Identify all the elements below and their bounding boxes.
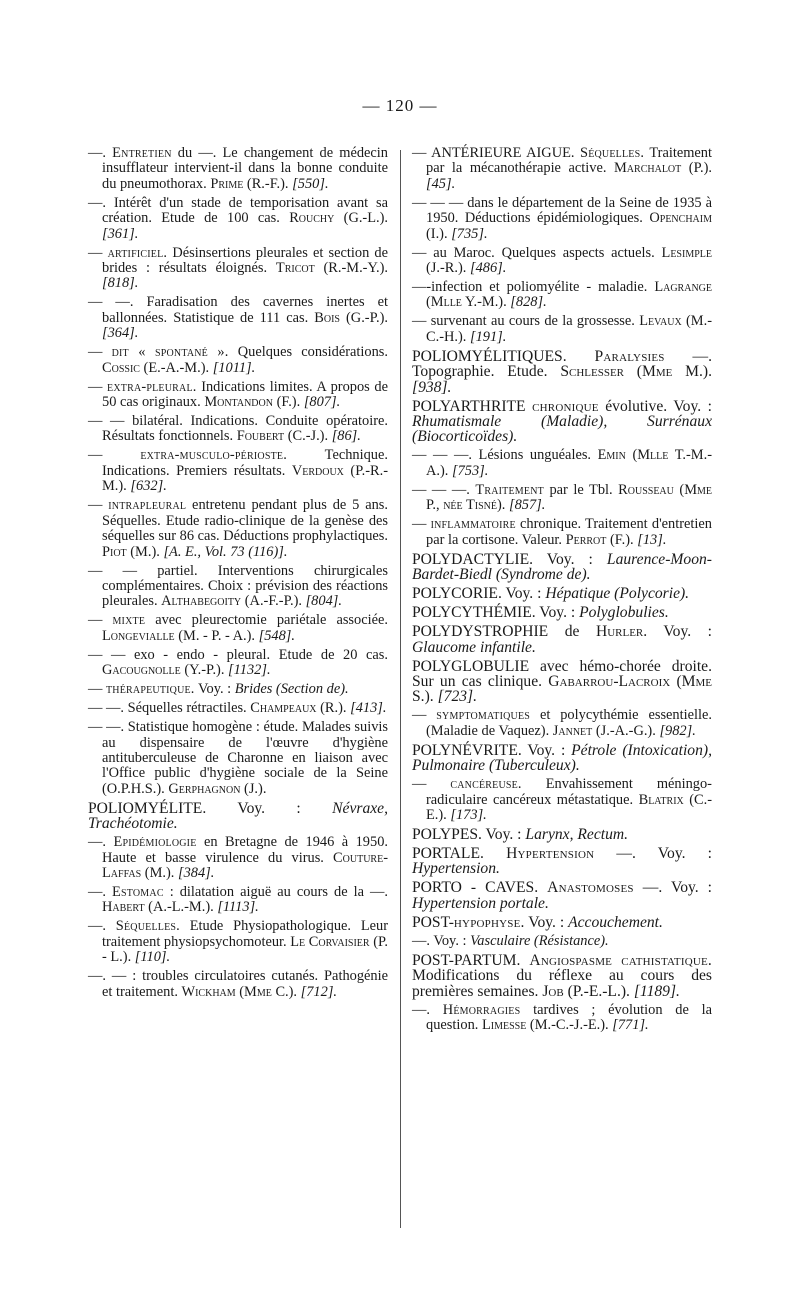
entry-see-also: Pétrole (Intoxication), Pulmonaire (Tuberculeux). <box>412 741 712 775</box>
entry-text: —. Voy. : <box>594 844 712 862</box>
index-heading-entry <box>412 846 712 877</box>
index-heading-entry <box>412 605 712 620</box>
entry-see-also: Accouchement. <box>568 913 663 931</box>
entry-reference: [857]. <box>509 497 546 514</box>
entry-text: Indications limites. A propos de 50 cas originaux. <box>102 378 388 411</box>
entry-text: POLYCORIE. Voy. : <box>412 585 546 603</box>
entry-text: par le Tbl. <box>543 481 619 498</box>
entry-keyword: Hypertension <box>506 844 595 862</box>
index-column-right <box>412 146 712 1037</box>
entry-author: Lesimple (J.-R.). <box>426 244 712 277</box>
index-heading-entry <box>412 552 712 583</box>
entry-text: — <box>88 612 113 629</box>
index-sub-entry <box>88 146 388 192</box>
entry-keyword: Angiospasme cathistatique. <box>529 951 712 969</box>
entry-see-also: Laurence-Moon-Bardet-Biedl (Syndrome de). <box>412 550 712 584</box>
entry-reference: [1011]. <box>212 359 256 376</box>
entry-text: —. — : troubles circulatoires cutanés. Pathogénie et traitement. <box>88 968 388 1000</box>
index-sub-entry <box>88 246 388 292</box>
entry-text: — — partiel. Interventions chirurgicales complémentaires. Choix : prévision des réactions pleurales. <box>88 562 388 610</box>
index-sub-entry <box>412 483 712 514</box>
entry-reference: [804]. <box>305 593 342 610</box>
entry-see-also: Brides (Section de). <box>234 681 349 698</box>
entry-reference: [1189]. <box>633 982 680 1000</box>
entry-keyword: Estomac <box>112 883 164 900</box>
index-column-left <box>88 146 388 1004</box>
entry-author: Le Corvaisier (P. - L.). <box>102 933 388 966</box>
entry-text: Etude Physiopathologique. Leur traitement physiopsychomoteur. <box>102 918 388 950</box>
entry-reference: [723]. <box>437 688 478 706</box>
index-sub-entry <box>88 919 388 965</box>
index-heading-entry <box>412 624 712 655</box>
entry-reference: [982]. <box>659 722 696 739</box>
entry-reference: [364]. <box>102 325 139 342</box>
index-heading-entry <box>412 953 712 999</box>
entry-author: Schlesser (Mme M.). <box>560 363 712 381</box>
entry-reference: [45]. <box>426 175 456 192</box>
entry-keyword: Epidémiologie <box>113 834 197 851</box>
entry-keyword: symptomatiques <box>436 707 531 724</box>
entry-keyword: dit « spontané ». <box>111 344 229 361</box>
entry-text: — —. Faradisation des cavernes inertes et ballonnées. Statistique de 111 cas. <box>88 294 388 326</box>
entry-see-also: Vasculaire (Résistance). <box>470 932 609 949</box>
entry-text: tardives ; évolution de la question. <box>426 1001 712 1033</box>
entry-reference: [1113]. <box>217 899 259 916</box>
entry-text: du —. Le changement de médecin insufflateur intervient-il dans la bonne conduite du pneumothorax. <box>102 145 388 192</box>
index-sub-entry <box>88 196 388 242</box>
entry-see-also: Hypertension portale. <box>412 894 549 912</box>
index-sub-entry <box>88 564 388 610</box>
page-number: — 120 — <box>362 96 438 115</box>
entry-reference: [1132]. <box>228 662 271 679</box>
index-sub-entry <box>88 969 388 1000</box>
entry-author: Bois (G.-P.). <box>314 309 388 326</box>
entry-text: évolutive. Voy. : <box>598 397 712 415</box>
entry-reference: [413]. <box>350 700 387 717</box>
entry-text: POST-PARTUM. <box>412 951 530 969</box>
index-sub-entry <box>412 1003 712 1034</box>
entry-author: Openchaim (I.). <box>426 210 712 242</box>
entry-reference: [173]. <box>450 806 487 823</box>
index-sub-entry <box>412 708 712 739</box>
entry-reference: [771]. <box>612 1016 649 1033</box>
entry-text: — — —. Lésions unguéales. <box>412 447 598 464</box>
entry-author: Cossic (E.-A.-M.). <box>102 359 210 376</box>
index-heading-entry <box>412 349 712 395</box>
entry-author: Lagrange (Mlle Y.-M.). <box>426 279 712 311</box>
entry-reference: [828]. <box>510 294 547 311</box>
entry-reference: [735]. <box>451 225 488 242</box>
index-sub-entry <box>88 613 388 644</box>
index-sub-entry <box>412 314 712 345</box>
entry-text: PORTO - CAVES. <box>412 879 548 897</box>
entry-keyword: Paralysies <box>594 347 665 365</box>
entry-author: Gacougnolle (Y.-P.). <box>102 662 225 679</box>
entry-author: Montandon (F.). <box>204 394 301 411</box>
index-sub-entry <box>412 777 712 823</box>
entry-author: Hurler. <box>595 623 648 641</box>
entry-text: : dilatation aiguë au cours de la —. <box>163 883 388 900</box>
entry-text: —. Intérêt d'un stade de temporisation avant sa création. Etude de 100 cas. <box>88 194 388 227</box>
entry-keyword: extra-pleural. <box>107 378 197 395</box>
entry-text: Technique. Indications. Premiers résultats. <box>102 447 388 479</box>
index-sub-entry <box>88 380 388 411</box>
entry-text: POLIOMYÉLITE. Voy. : <box>88 799 333 817</box>
entry-reference: [384]. <box>177 864 215 881</box>
index-sub-entry <box>88 498 388 560</box>
entry-author: Tricot (R.-M.-Y.). <box>275 260 388 277</box>
entry-author: Jannet (J.-A.-G.). <box>552 722 656 739</box>
entry-text: — <box>412 776 451 793</box>
entry-author: Gabarrou-Lacroix (Mme S.). <box>412 672 712 706</box>
entry-text: POLYDACTYLIE. Voy. : <box>412 550 607 568</box>
entry-reference: [361]. <box>102 225 139 242</box>
entry-see-also: Glaucome infantile. <box>412 638 536 656</box>
entry-text: en Bretagne de 1946 à 1950. Haute et basse virulence du virus. <box>102 834 388 866</box>
entry-author: Prime (R.-F.). <box>210 175 289 192</box>
column-divider <box>400 150 401 1228</box>
entry-author: Couture-Laffas (M.). <box>102 849 388 881</box>
entry-author: Limesse (M.-C.-J.-E.). <box>481 1016 609 1033</box>
index-sub-entry <box>412 146 712 192</box>
entry-keyword: Séquelles. <box>579 145 645 161</box>
entry-text: —. <box>88 145 113 161</box>
index-heading-entry <box>412 880 712 911</box>
entry-text: POLYARTHRITE <box>412 397 533 415</box>
index-heading-entry <box>412 586 712 601</box>
entry-text: Envahissement méningo-radiculaire cancéreux métastatique. <box>426 776 712 808</box>
index-sub-entry <box>88 701 388 716</box>
index-sub-entry <box>88 682 388 697</box>
entry-text: —. <box>88 918 116 935</box>
entry-text: — ANTÉRIEURE AIGUE. <box>412 145 580 161</box>
index-heading-entry <box>412 399 712 445</box>
entry-text: —. Topographie. Etude. <box>412 347 712 381</box>
entry-author: Perrot (F.). <box>565 531 634 548</box>
entry-text: Voy. : <box>194 681 235 698</box>
index-heading-entry <box>88 801 388 832</box>
entry-text: —. <box>412 1001 443 1018</box>
entry-reference: [86]. <box>331 428 361 445</box>
index-sub-entry <box>88 885 388 916</box>
entry-text: POST- <box>412 913 454 931</box>
entry-reference: [13]. <box>637 531 667 548</box>
entry-keyword: thérapeutique. <box>106 681 195 698</box>
entry-author: Habert (A.-L.-M.). <box>102 899 214 916</box>
entry-keyword: extra-musculo-périoste. <box>140 447 287 464</box>
index-sub-entry <box>412 246 712 277</box>
entry-keyword: mixte <box>112 612 146 629</box>
entry-text: entretenu pendant plus de 5 ans. Séquelles. Etude radio-clinique de la genèse des séquelles sur 86 cas. Déductions prophylactiques. <box>102 497 388 545</box>
entry-text: — — bilatéral. Indications. Conduite opératoire. Résultats fonctionnels. <box>88 413 388 445</box>
entry-keyword: Entretien <box>112 145 172 161</box>
index-sub-entry <box>88 345 388 376</box>
index-sub-entry <box>88 835 388 881</box>
entry-text: Voy. : <box>647 623 712 641</box>
entry-author: Marchalot (P.). <box>614 160 712 177</box>
entry-text: Désinsertions pleurales et section de brides : résultats éloignés. <box>102 244 389 277</box>
entry-text: POLYPES. Voy. : <box>412 825 526 843</box>
entry-text: —. <box>88 883 112 900</box>
index-sub-entry <box>88 448 388 494</box>
entry-text: chronique. Traitement d'entretien par la cortisone. Valeur. <box>426 516 712 548</box>
entry-see-also: Polyglobulies. <box>579 604 669 622</box>
entry-text: Voy. : <box>524 913 569 931</box>
entry-text: et polycythémie essentielle. (Maladie de Vaquez). <box>426 707 712 739</box>
entry-keyword: chronique <box>532 397 599 415</box>
entry-text: — <box>88 681 106 698</box>
entry-text: — <box>88 447 141 464</box>
entry-text: — <box>412 516 431 533</box>
index-sub-entry <box>88 414 388 445</box>
index-sub-entry <box>412 934 712 949</box>
entry-author: Emin (Mlle T.-M.-A.). <box>426 447 712 479</box>
entry-text: Quelques considérations. <box>228 344 388 361</box>
index-sub-entry <box>412 196 712 242</box>
entry-author: Blatrix (C.-E.). <box>426 791 713 823</box>
entry-author: Althabegoity (A.-F.-P.). <box>161 593 302 610</box>
entry-reference: [550]. <box>292 175 329 192</box>
entry-text: —-infection et poliomyélite - maladie. <box>412 279 655 296</box>
entry-author: Wickham (Mme C.). <box>181 983 298 1000</box>
entry-reference: [938]. <box>412 378 452 396</box>
entry-keyword: intrapleural <box>108 497 187 514</box>
entry-see-also: Névraxe, Trachéotomie. <box>88 799 388 833</box>
entry-author: Piot (M.). <box>102 543 160 560</box>
entry-keyword: Anastomoses <box>547 879 634 897</box>
index-heading-entry <box>412 743 712 774</box>
entry-keyword: cancéreuse. <box>450 776 522 793</box>
entry-text: Modifications du réflexe au cours des premières semaines. <box>412 967 712 1000</box>
entry-text: Traitement par la mécanothérapie active. <box>426 145 712 177</box>
index-sub-entry <box>88 648 388 679</box>
entry-author: Longevialle (M. - P. - A.). <box>102 627 256 644</box>
index-sub-entry <box>412 517 712 548</box>
entry-text: — — exo - endo - pleural. Etude de 20 cas. <box>88 646 388 663</box>
entry-author: Job (P.-E.-L.). <box>542 982 630 1000</box>
entry-keyword: inflammatoire <box>430 516 516 533</box>
entry-text: — — — dans le département de la Seine de 1935 à 1950. Déductions épidémiologiques. <box>412 194 712 227</box>
entry-author: Foubert (C.-J.). <box>236 428 329 445</box>
entry-reference: [A. E., Vol. 73 (116)]. <box>163 543 288 560</box>
entry-text: — —. Séquelles rétractiles. <box>88 700 251 717</box>
entry-keyword: Hémorragies <box>442 1001 521 1018</box>
entry-reference: [110]. <box>134 949 171 966</box>
entry-see-also: Hypertension. <box>412 860 500 878</box>
entry-keyword: Traitement <box>475 481 544 498</box>
entry-text: POLYDYSTROPHIE de <box>412 623 596 641</box>
entry-text: —. Voy. : <box>633 879 712 897</box>
entry-reference: [753]. <box>452 462 489 479</box>
entry-text: — <box>88 497 109 514</box>
entry-text: — — —. <box>412 481 476 498</box>
entry-text: — au Maroc. Quelques aspects actuels. <box>412 244 662 261</box>
entry-see-also: Hépatique (Polycorie). <box>545 585 690 603</box>
entry-text: —. Voy. : <box>412 932 471 949</box>
entry-text: POLIOMYÉLITIQUES. <box>412 347 595 365</box>
entry-text: POLYNÉVRITE. Voy. : <box>412 741 572 759</box>
index-sub-entry <box>88 295 388 341</box>
entry-text: PORTALE. <box>412 844 507 862</box>
entry-text: —. <box>88 834 114 851</box>
entry-reference: [712]. <box>300 983 338 1000</box>
entry-text: POLYGLOBULIE avec hémo-chorée droite. Sur un cas clinique. <box>412 657 712 690</box>
entry-author: Rousseau (Mme P., née Tisné). <box>426 481 712 514</box>
index-heading-entry <box>412 659 712 705</box>
entry-reference: [191]. <box>469 328 507 345</box>
entry-reference: [548]. <box>258 627 296 644</box>
entry-author: Verdoux (P.-R.-M.). <box>102 462 389 495</box>
entry-keyword: hypophyse. <box>453 913 525 931</box>
entry-see-also: Larynx, Rectum. <box>525 825 629 843</box>
entry-text: — <box>88 344 112 361</box>
entry-reference: [807]. <box>303 394 341 411</box>
entry-text: — <box>88 244 108 261</box>
entry-text: — survenant au cours de la grossesse. <box>412 313 640 330</box>
entry-text: avec pleurectomie pariétale associée. <box>145 612 388 629</box>
entry-author: Champeaux (R.). <box>250 700 347 717</box>
entry-reference: [486]. <box>469 260 507 277</box>
entry-text: — —. Statistique homogène : étude. Malades suivis au dispensaire de l'œuvre d'hygiène antituberculeuse de Charonne en liaison avec l'Office public d'hygiène sociale de la Seine (O.P.H.S.). <box>88 719 388 797</box>
entry-text: — <box>412 707 437 724</box>
index-heading-entry <box>412 827 712 842</box>
entry-see-also: Rhumatismale (Maladie), Surrénaux (Biocorticoïdes). <box>412 413 712 446</box>
entry-text: — <box>88 378 108 395</box>
entry-text: POLYCYTHÉMIE. Voy. : <box>412 604 580 622</box>
entry-keyword: artificiel. <box>107 244 168 261</box>
index-sub-entry <box>88 720 388 797</box>
index-sub-entry <box>412 280 712 311</box>
index-heading-entry <box>412 915 712 930</box>
entry-author: Gerphagnon (J.). <box>168 780 267 797</box>
entry-reference: [632]. <box>130 478 167 495</box>
entry-reference: [818]. <box>102 275 139 292</box>
entry-author: Rouchy (G.-L.). <box>289 210 389 227</box>
index-sub-entry <box>412 448 712 479</box>
entry-keyword: Séquelles. <box>115 918 180 935</box>
entry-author: Levaux (M.-C.-H.). <box>426 313 712 345</box>
